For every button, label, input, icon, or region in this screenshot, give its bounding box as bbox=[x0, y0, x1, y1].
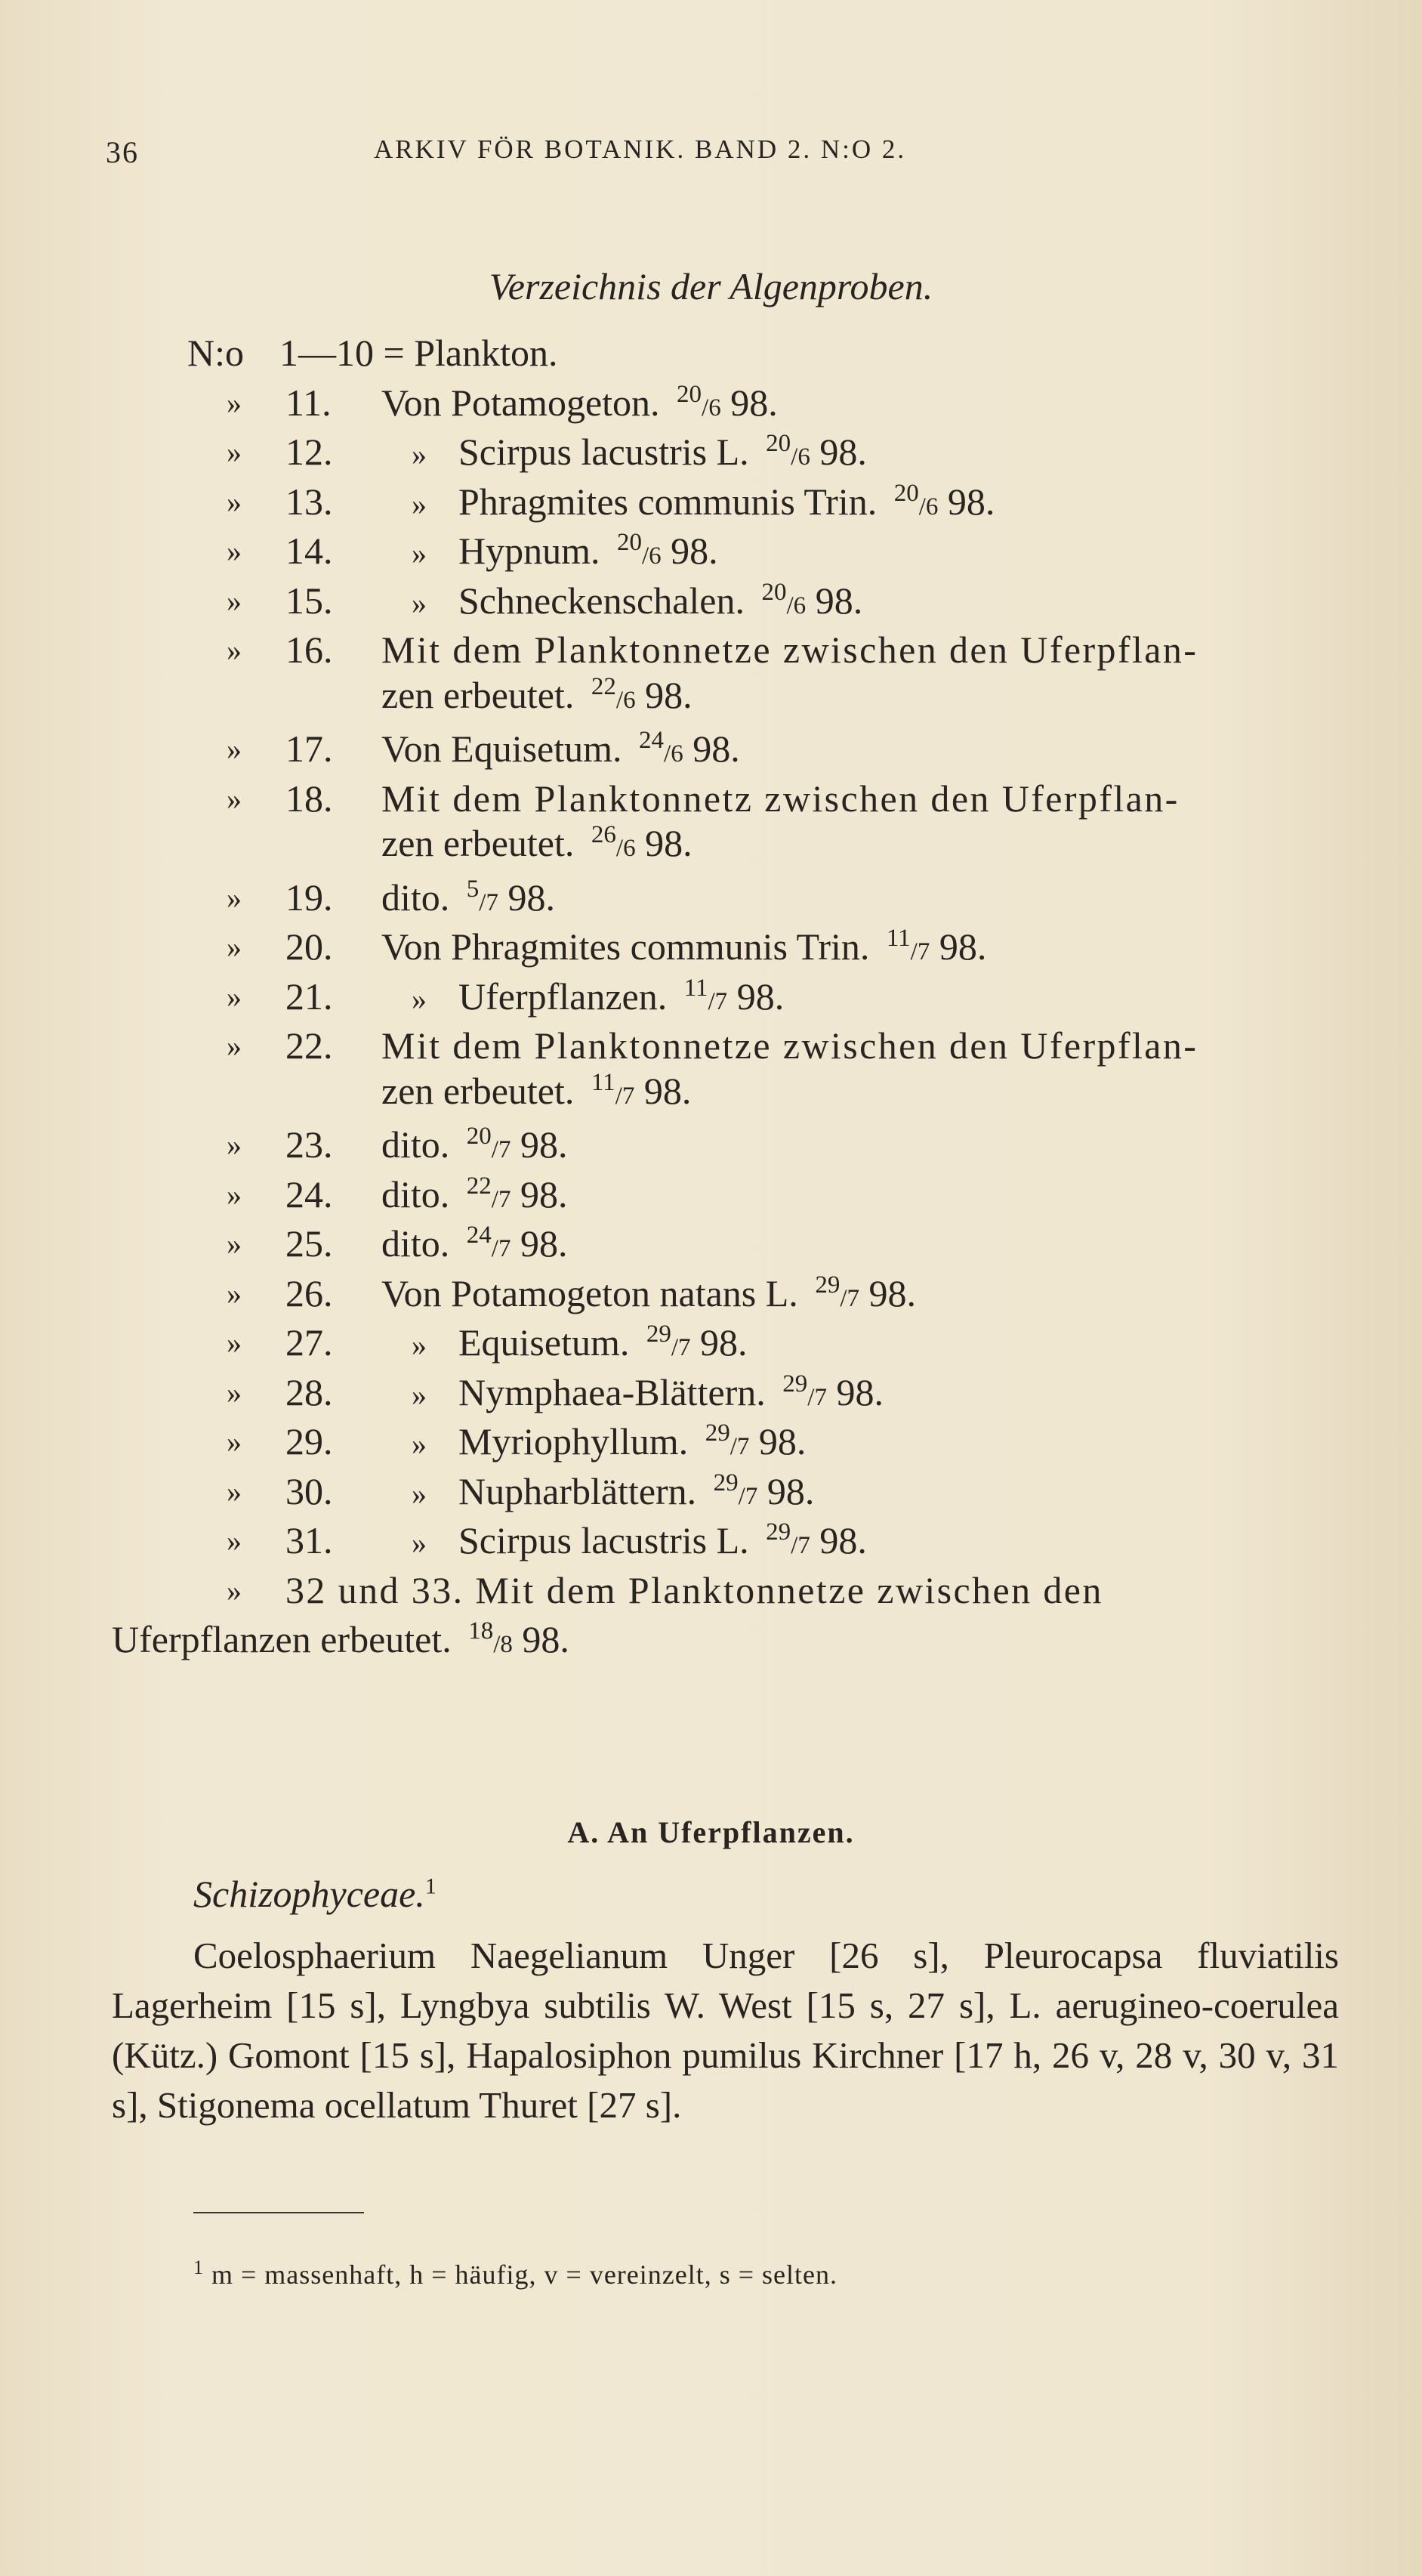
ditto-mark: » bbox=[227, 633, 242, 667]
sample-text: Scirpus lacustris L. bbox=[458, 431, 749, 473]
sample-date: $^{22}$/6 98. bbox=[591, 672, 692, 716]
sample-date: $^{24}$/7 98. bbox=[466, 1222, 568, 1265]
ditto-mark: » bbox=[412, 486, 427, 521]
ditto-mark: » bbox=[227, 1375, 242, 1410]
date-month: /7 bbox=[738, 1482, 758, 1510]
running-title: ARKIV FÖR BOTANIK. BAND 2. N:O 2. bbox=[374, 134, 907, 164]
sample-date: $^{29}$/7 98. bbox=[815, 1271, 916, 1314]
date-day: 20 bbox=[466, 1123, 492, 1150]
list-item-continuation bbox=[0, 673, 1422, 723]
list-item bbox=[0, 1222, 1422, 1271]
date-month: /7 bbox=[840, 1284, 859, 1312]
sample-text: Myriophyllum. bbox=[458, 1420, 689, 1463]
sample-text: zen erbeutet. bbox=[381, 673, 575, 716]
sample-text: Scirpus lacustris L. bbox=[458, 1519, 749, 1561]
ditto-mark: » bbox=[412, 437, 427, 471]
sample-date: $^{20}$/7 98. bbox=[466, 1123, 568, 1166]
sample-number: 13. bbox=[285, 480, 333, 523]
ditto-mark: » bbox=[412, 1476, 427, 1511]
date-month: /6 bbox=[786, 591, 807, 619]
sample-date: $^{29}$/7 98. bbox=[705, 1419, 807, 1463]
date-day: 29 bbox=[646, 1320, 671, 1348]
ditto-mark: » bbox=[412, 1526, 427, 1560]
sample-number: 12. bbox=[285, 431, 333, 473]
list-item bbox=[0, 331, 1422, 381]
sample-text: Mit dem Planktonnetze zwischen den Uferpflan- bbox=[381, 629, 1198, 671]
sample-description bbox=[381, 673, 692, 717]
sample-number: 24. bbox=[285, 1172, 333, 1215]
sample-description bbox=[381, 727, 740, 771]
footnote-ref: 1 bbox=[424, 1873, 436, 1899]
list-item-continuation bbox=[0, 821, 1422, 871]
sample-number: 20. bbox=[285, 925, 333, 968]
ditto-mark: » bbox=[227, 1573, 242, 1608]
taxon-heading bbox=[193, 1872, 436, 1916]
sample-description bbox=[381, 628, 1198, 672]
sample-date: $^{20}$/6 98. bbox=[677, 380, 778, 424]
sample-text: dito. bbox=[381, 1123, 450, 1166]
sample-description bbox=[381, 876, 555, 919]
sample-number: 14. bbox=[285, 530, 333, 572]
list-item bbox=[0, 1469, 1422, 1519]
sample-number: 27. bbox=[285, 1321, 333, 1364]
sample-number: 23. bbox=[285, 1123, 333, 1166]
date-day: 29 bbox=[782, 1370, 808, 1398]
ditto-mark: » bbox=[227, 1128, 242, 1162]
ditto-mark: » bbox=[412, 1377, 427, 1412]
date-day: 29 bbox=[815, 1271, 841, 1299]
species-paragraph bbox=[112, 1931, 1339, 2130]
ditto-mark: » bbox=[227, 583, 242, 618]
list-item bbox=[0, 876, 1422, 925]
sample-text: Phragmites communis Trin. bbox=[458, 480, 878, 523]
sample-description bbox=[412, 1419, 806, 1463]
list-item-continuation bbox=[0, 1069, 1422, 1119]
date-month: /7 bbox=[491, 1136, 511, 1163]
sample-text: zen erbeutet. bbox=[381, 822, 575, 864]
date-month: /7 bbox=[791, 1532, 810, 1559]
sample-description bbox=[112, 1617, 569, 1661]
sample-text: Mit dem Planktonnetz zwischen den Uferpflan- bbox=[381, 777, 1180, 820]
sample-date: $^{11}$/7 98. bbox=[591, 1068, 692, 1112]
date-month: /7 bbox=[671, 1334, 691, 1361]
sample-number: 26. bbox=[285, 1271, 333, 1314]
sample-description bbox=[412, 529, 718, 573]
sample-text: Von Potamogeton natans L. bbox=[381, 1271, 798, 1314]
date-day: 29 bbox=[705, 1419, 730, 1447]
sample-date: $^{11}$/7 98. bbox=[886, 925, 987, 968]
sample-description bbox=[381, 1271, 916, 1315]
list-item bbox=[0, 1024, 1422, 1073]
sample-number: 29. bbox=[285, 1420, 333, 1463]
sample-text: Mit dem Planktonnetze zwischen den Uferpflan- bbox=[381, 1024, 1198, 1067]
taxon-name: Schizophyceae. bbox=[193, 1873, 425, 1915]
date-day: 20 bbox=[766, 430, 791, 457]
page-number: 36 bbox=[106, 135, 139, 169]
date-day: 18 bbox=[468, 1617, 494, 1645]
ditto-mark: » bbox=[227, 385, 242, 420]
date-month: /7 bbox=[479, 888, 498, 916]
ditto-mark: » bbox=[227, 781, 242, 816]
list-item bbox=[0, 1123, 1422, 1172]
sample-number: 11. bbox=[285, 381, 332, 424]
sample-text: Uferpflanzen erbeutet. bbox=[112, 1618, 452, 1660]
list-item bbox=[0, 1320, 1422, 1370]
list-item bbox=[0, 1370, 1422, 1420]
list-item bbox=[0, 974, 1422, 1024]
sample-text: Hypnum. bbox=[458, 530, 600, 572]
date-day: 20 bbox=[761, 578, 787, 606]
sample-description bbox=[381, 777, 1180, 820]
sample-number: 21. bbox=[285, 974, 333, 1018]
list-item bbox=[0, 727, 1422, 777]
ditto-mark: » bbox=[227, 1326, 242, 1360]
ditto-mark: » bbox=[227, 1524, 242, 1558]
sample-description bbox=[412, 1320, 748, 1364]
footnote bbox=[193, 2256, 837, 2290]
sample-number: 22. bbox=[285, 1024, 333, 1067]
list-item bbox=[0, 1271, 1422, 1321]
sample-description bbox=[381, 381, 778, 425]
sample-text: dito. bbox=[381, 1172, 450, 1215]
sample-description bbox=[412, 480, 995, 524]
date-day: 11 bbox=[683, 974, 708, 1002]
sample-date: $^{26}$/6 98. bbox=[591, 821, 692, 864]
sample-date: $^{20}$/6 98. bbox=[766, 430, 867, 473]
date-month: /7 bbox=[491, 1185, 511, 1213]
footnote-divider bbox=[193, 2212, 364, 2213]
date-month: /7 bbox=[910, 938, 930, 965]
list-item bbox=[0, 1419, 1422, 1469]
sample-date: $^{20}$/6 98. bbox=[617, 529, 718, 572]
sample-text: Equisetum. bbox=[458, 1321, 630, 1364]
ditto-mark: » bbox=[227, 979, 242, 1014]
ditto-mark: » bbox=[227, 880, 242, 915]
date-month: /6 bbox=[702, 394, 721, 422]
sample-text: Nupharblättern. bbox=[458, 1469, 697, 1512]
sample-date: $^{24}$/6 98. bbox=[639, 727, 740, 770]
ditto-mark: » bbox=[227, 435, 242, 469]
ditto-mark: » bbox=[227, 1029, 242, 1063]
ditto-mark: » bbox=[412, 1328, 427, 1362]
list-item bbox=[0, 1172, 1422, 1222]
ditto-mark: » bbox=[227, 484, 242, 519]
list-item bbox=[0, 1568, 1422, 1618]
sample-date: $^{29}$/7 98. bbox=[713, 1469, 815, 1512]
date-day: 24 bbox=[466, 1222, 492, 1249]
sample-date: $^{29}$/7 98. bbox=[646, 1320, 748, 1364]
date-day: 22 bbox=[466, 1172, 492, 1200]
sample-description bbox=[412, 974, 784, 1018]
sample-text: Von Phragmites communis Trin. bbox=[381, 925, 870, 968]
ditto-mark: » bbox=[227, 1177, 242, 1212]
footnote-number: 1 bbox=[193, 2256, 204, 2278]
list-item bbox=[0, 430, 1422, 480]
sample-text: Uferpflanzen. bbox=[458, 974, 668, 1018]
date-day: 11 bbox=[591, 1068, 615, 1096]
date-month: /6 bbox=[918, 493, 939, 520]
sample-number: 17. bbox=[285, 727, 333, 770]
list-item bbox=[0, 628, 1422, 678]
date-day: 20 bbox=[893, 479, 919, 507]
ditto-mark: » bbox=[227, 1276, 242, 1311]
ditto-mark: » bbox=[412, 536, 427, 570]
list-item bbox=[0, 777, 1422, 826]
sample-number: 16. bbox=[285, 629, 333, 671]
date-month: /6 bbox=[615, 686, 636, 714]
sample-number: 31. bbox=[285, 1519, 333, 1561]
sample-date: $^{29}$/7 98. bbox=[766, 1518, 867, 1561]
date-month: /7 bbox=[491, 1235, 511, 1262]
list-label: N:o bbox=[187, 332, 244, 374]
sample-text: Schneckenschalen. bbox=[458, 579, 745, 622]
footnote-text: m = massenhaft, h = häufig, v = vereinzelt, s = selten. bbox=[211, 2259, 838, 2290]
date-day: 24 bbox=[639, 727, 665, 754]
sample-number: 28. bbox=[285, 1370, 333, 1413]
sample-text: 32 und 33. Mit dem Planktonnetze zwischen den bbox=[285, 1568, 1103, 1611]
date-day: 22 bbox=[591, 672, 616, 700]
sample-description bbox=[381, 1069, 691, 1113]
sample-description bbox=[412, 579, 862, 622]
list-item bbox=[0, 925, 1422, 974]
date-month: /7 bbox=[708, 987, 728, 1015]
date-month: /6 bbox=[791, 443, 810, 471]
list-item bbox=[0, 579, 1422, 629]
date-day: 5 bbox=[466, 875, 480, 903]
ditto-mark: » bbox=[227, 732, 242, 766]
sample-description bbox=[381, 1024, 1198, 1067]
sample-text: dito. bbox=[381, 1222, 450, 1265]
sample-description bbox=[381, 1222, 567, 1265]
sample-date: $^{22}$/7 98. bbox=[466, 1172, 568, 1215]
ditto-mark: » bbox=[412, 981, 427, 1016]
sample-text: Nymphaea-Blättern. bbox=[458, 1370, 766, 1413]
ditto-mark: » bbox=[227, 930, 242, 964]
date-day: 29 bbox=[766, 1518, 791, 1546]
list-item-continuation bbox=[0, 1617, 1422, 1667]
section-title: Verzeichnis der Algenproben. bbox=[489, 265, 933, 307]
date-month: /6 bbox=[615, 835, 636, 862]
sample-text: dito. bbox=[381, 876, 450, 919]
list-item bbox=[0, 529, 1422, 579]
sample-text: zen erbeutet. bbox=[381, 1069, 575, 1112]
ditto-mark: » bbox=[227, 1474, 242, 1509]
date-month: /6 bbox=[664, 740, 683, 768]
date-month: /7 bbox=[615, 1082, 635, 1110]
species-text: Coelosphaerium Naegelianum Unger [26 s], Pleurocapsa fluviatilis Lagerheim [15 s], Lyngbya subtilis W. West [15 s, 27 s], L. aerugineo-coerulea (Kütz.) Gomont [15 s], Hapalosiphon pumilus Kirchner [17 h, 26 v, 28 v, 30 v, 31 s], Stigonema ocellatum Thuret [27 s]. bbox=[112, 1935, 1339, 2126]
list-item bbox=[0, 381, 1422, 431]
sample-description bbox=[412, 430, 867, 474]
date-day: 26 bbox=[591, 821, 616, 848]
date-month: /6 bbox=[642, 542, 662, 570]
date-day: 29 bbox=[713, 1469, 739, 1496]
sample-number: 18. bbox=[285, 777, 333, 820]
sample-date: $^{20}$/6 98. bbox=[761, 578, 863, 622]
date-day: 20 bbox=[677, 380, 702, 408]
date-month: /8 bbox=[493, 1631, 513, 1658]
list-item bbox=[0, 480, 1422, 530]
sample-date: $^{29}$/7 98. bbox=[782, 1370, 884, 1413]
subheading: A. An Uferpflanzen. bbox=[567, 1815, 855, 1849]
sample-description bbox=[412, 1469, 814, 1513]
sample-description bbox=[381, 925, 986, 968]
sample-description bbox=[412, 1518, 867, 1562]
date-month: /7 bbox=[807, 1383, 827, 1411]
list-item bbox=[0, 1518, 1422, 1568]
sample-date: $^{20}$/6 98. bbox=[893, 479, 995, 523]
sample-number: 19. bbox=[285, 876, 333, 919]
sample-number: 15. bbox=[285, 579, 333, 622]
ditto-mark: » bbox=[412, 585, 427, 620]
date-day: 20 bbox=[617, 529, 642, 556]
sample-text: Von Potamogeton. bbox=[381, 381, 660, 424]
sample-description bbox=[381, 1123, 567, 1166]
sample-date: $^{18}$/8 98. bbox=[468, 1617, 569, 1660]
sample-number: 30. bbox=[285, 1469, 333, 1512]
sample-number: 25. bbox=[285, 1222, 333, 1265]
ditto-mark: » bbox=[227, 1425, 242, 1459]
list-item-text: 1—10 = Plankton. bbox=[279, 332, 558, 374]
ditto-mark: » bbox=[227, 534, 242, 568]
sample-description bbox=[381, 821, 692, 865]
date-day: 11 bbox=[886, 925, 911, 952]
sample-text: Von Equisetum. bbox=[381, 727, 622, 770]
ditto-mark: » bbox=[412, 1427, 427, 1461]
sample-description bbox=[412, 1370, 884, 1414]
sample-date: $^{11}$/7 98. bbox=[683, 974, 785, 1018]
ditto-mark: » bbox=[227, 1227, 242, 1261]
sample-date: $^5$/7 98. bbox=[466, 875, 555, 919]
date-month: /7 bbox=[730, 1433, 750, 1460]
sample-description bbox=[381, 1172, 567, 1216]
